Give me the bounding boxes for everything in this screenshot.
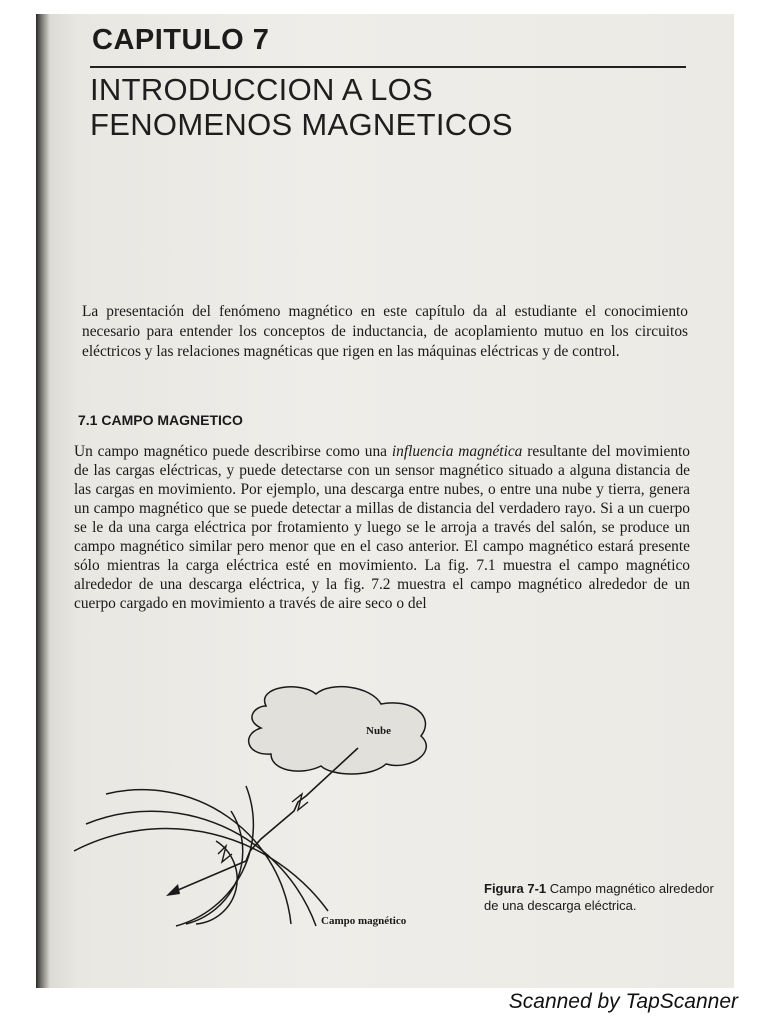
- caption-text: Campo magnético alrededor de una descarga eléctrica.: [484, 881, 714, 913]
- body-italic-term: influencia magnética: [391, 443, 523, 460]
- caption-number: Figura 7-1: [484, 881, 547, 896]
- section-heading: 7.1 CAMPO MAGNETICO: [78, 412, 243, 428]
- chapter-title-line-2: FENOMENOS MAGNETICOS: [90, 107, 513, 142]
- field-arc-5: [86, 811, 316, 926]
- field-lines: [74, 786, 328, 926]
- cloud-label: Nube: [366, 725, 392, 737]
- title-rule: [90, 66, 686, 68]
- chapter-number: CAPITULO 7: [92, 24, 270, 56]
- intro-paragraph: La presentación del fenómeno magnético en este capítulo da al estudiante el conocimiento necesario para entender los conceptos de inductancia, de acoplamiento mutuo en los circuitos eléctricos y las relaciones magnéticas que rigen en las máquinas eléctricas y de control.: [82, 303, 688, 360]
- field-arc-6: [74, 829, 328, 911]
- cloud-shape: [249, 687, 427, 774]
- field-arc-1: [196, 841, 237, 924]
- scanner-watermark: Scanned by TapScanner: [508, 990, 738, 1013]
- scanned-page: [36, 14, 734, 988]
- field-arc-4: [106, 790, 291, 924]
- field-arc-3: [176, 786, 253, 926]
- figure-caption: [484, 880, 714, 914]
- binding-shadow: [36, 14, 50, 988]
- body-text-part-2: resultante del movimiento de las cargas eléctricas, y puede detectarse con un sensor magnético situado a alguna distancia de las cargas en movimiento. Por ejemplo, una descarga entre nubes, o entre una nube y tierra, genera un campo magnético que se puede detectar a millas de distancia del verdadero rayo. Si a un cuerpo se le da una carga eléctrica por frotamiento y luego se le arroja a través del salón, se produce un campo magnético similar pero menor que en el caso anterior. El campo magnético estará presente sólo mientras la carga eléctrica esté en movimiento. La fig. 7.1 muestra el campo magnético alrededor de una descarga eléctrica, y la fig. 7.2 muestra el campo magnético alrededor de un cuerpo cargado en movimiento a través de aire seco o del: [74, 443, 690, 612]
- chapter-title: [90, 72, 513, 142]
- field-label: Campo magnético: [321, 915, 407, 927]
- body-text-part-1: Un campo magnético puede describirse como una: [74, 443, 392, 460]
- bolt-arrowhead: [166, 884, 180, 896]
- chapter-title-line-1: INTRODUCCION A LOS: [90, 72, 434, 107]
- body-paragraph: [74, 442, 690, 613]
- magnetic-field-diagram: [66, 676, 486, 936]
